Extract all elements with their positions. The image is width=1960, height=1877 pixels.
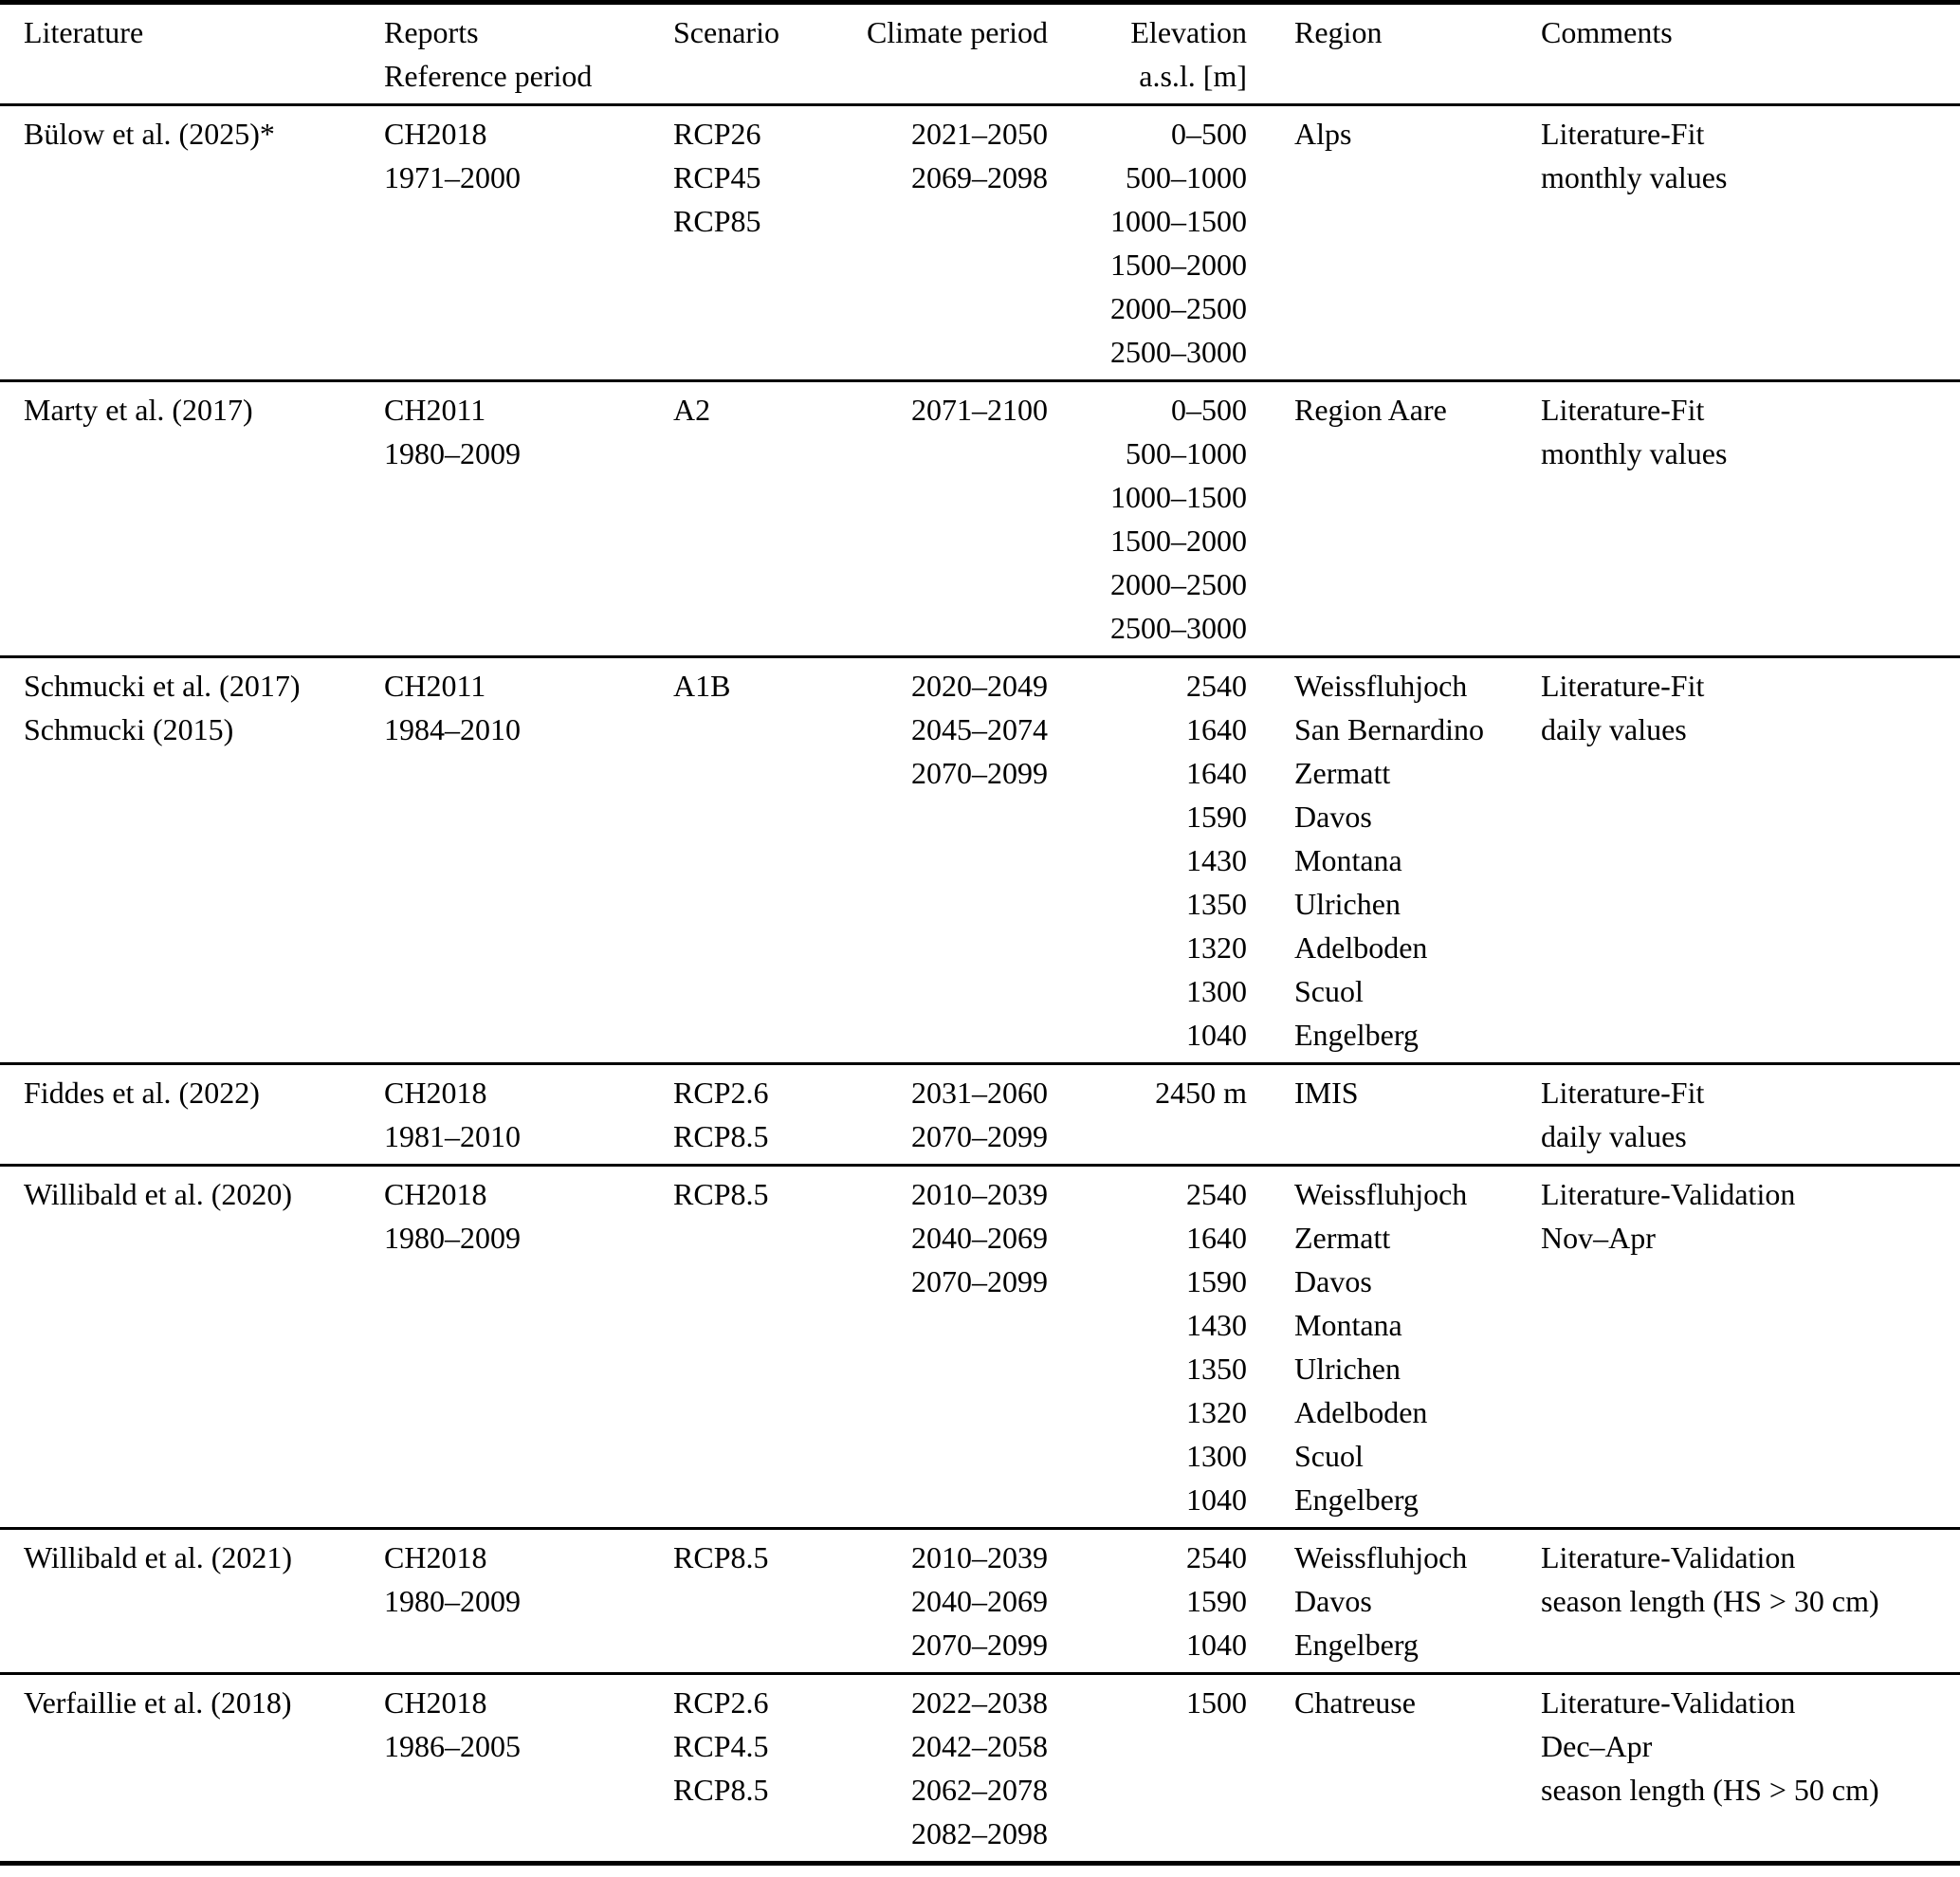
table-row: [0, 1164, 1960, 1527]
comments-line: monthly values: [1541, 160, 1728, 194]
literature-line: Marty et al. (2017): [24, 393, 253, 427]
climate-period-line: 2021–2050: [911, 117, 1048, 151]
comments-line: monthly values: [1541, 436, 1728, 470]
cell-region: [1247, 1681, 1541, 1724]
header-line: Climate period: [866, 15, 1048, 49]
elevation-line: 1640: [1186, 712, 1247, 746]
elevation-line: 2540: [1186, 669, 1247, 703]
cell-reports: [384, 1172, 673, 1260]
header-cell-scenario: [673, 10, 839, 54]
elevation-line: 1640: [1186, 1221, 1247, 1255]
elevation-line: 1320: [1186, 1395, 1247, 1429]
cell-comments: [1541, 664, 1960, 751]
header-cell-climate-period: [839, 10, 1048, 54]
header-cell-elevation: [1048, 10, 1247, 98]
comments-line: Dec–Apr: [1541, 1729, 1653, 1763]
region-line: IMIS: [1294, 1076, 1359, 1110]
header-line: Comments: [1541, 15, 1673, 49]
region-line: Ulrichen: [1294, 887, 1401, 921]
scenario-line: RCP8.5: [673, 1119, 769, 1153]
cell-comments: [1541, 1172, 1960, 1260]
scenario-line: RCP45: [673, 160, 761, 194]
reports-line: CH2011: [384, 669, 486, 703]
cell-reports: [384, 112, 673, 199]
table-row: [0, 379, 1960, 655]
elevation-line: 1590: [1186, 800, 1247, 834]
reports-line: CH2018: [384, 117, 487, 151]
region-line: Montana: [1294, 1308, 1402, 1342]
reports-line: 1980–2009: [384, 1584, 521, 1618]
literature-line: Bülow et al. (2025)*: [24, 117, 275, 151]
comments-line: Literature-Fit: [1541, 669, 1705, 703]
elevation-line: 500–1000: [1126, 160, 1247, 194]
region-line: Engelberg: [1294, 1018, 1419, 1052]
header-line: Region: [1294, 15, 1383, 49]
cell-comments: [1541, 1681, 1960, 1812]
elevation-line: 1040: [1186, 1628, 1247, 1662]
climate-period-line: 2010–2039: [911, 1540, 1048, 1574]
literature-line: Schmucki (2015): [24, 712, 234, 746]
elevation-line: 1300: [1186, 974, 1247, 1008]
elevation-line: 1590: [1186, 1264, 1247, 1298]
cell-reports: [384, 1536, 673, 1623]
cell-elevation: [1048, 1536, 1247, 1666]
region-line: Weissfluhjoch: [1294, 669, 1468, 703]
elevation-line: 1000–1500: [1110, 204, 1247, 238]
comments-line: Nov–Apr: [1541, 1221, 1656, 1255]
table-row: [0, 655, 1960, 1062]
cell-region: [1247, 1172, 1541, 1521]
reports-line: CH2018: [384, 1177, 487, 1211]
cell-reports: [384, 1071, 673, 1158]
elevation-line: 2450 m: [1155, 1076, 1247, 1110]
elevation-line: 1350: [1186, 1352, 1247, 1386]
region-line: Montana: [1294, 843, 1402, 877]
header-cell-reports: [384, 10, 673, 98]
cell-region: [1247, 1536, 1541, 1666]
cell-scenario: [673, 388, 839, 432]
elevation-line: 1640: [1186, 756, 1247, 790]
comments-line: Literature-Validation: [1541, 1540, 1796, 1574]
cell-literature: [24, 1681, 384, 1724]
header-cell-literature: [24, 10, 384, 54]
scenario-line: RCP8.5: [673, 1773, 769, 1807]
scenario-line: RCP8.5: [673, 1540, 769, 1574]
elevation-line: 1500–2000: [1110, 524, 1247, 558]
literature-line: Verfaillie et al. (2018): [24, 1685, 292, 1720]
elevation-line: 500–1000: [1126, 436, 1247, 470]
cell-scenario: [673, 1536, 839, 1579]
region-line: Scuol: [1294, 974, 1364, 1008]
climate-period-line: 2070–2099: [911, 1264, 1048, 1298]
cell-climate-period: [839, 112, 1048, 199]
climate-period-line: 2020–2049: [911, 669, 1048, 703]
climate-period-line: 2069–2098: [911, 160, 1048, 194]
climate-period-line: 2010–2039: [911, 1177, 1048, 1211]
header-cell-region: [1247, 10, 1541, 54]
region-line: Weissfluhjoch: [1294, 1540, 1468, 1574]
region-line: Davos: [1294, 1264, 1372, 1298]
climate-period-line: 2040–2069: [911, 1221, 1048, 1255]
cell-literature: [24, 1071, 384, 1114]
cell-climate-period: [839, 1536, 1048, 1666]
region-line: Region Aare: [1294, 393, 1447, 427]
cell-scenario: [673, 1681, 839, 1812]
elevation-line: 1590: [1186, 1584, 1247, 1618]
header-line: Reference period: [384, 59, 593, 93]
cell-comments: [1541, 388, 1960, 475]
header-line: a.s.l. [m]: [1139, 59, 1247, 93]
reports-line: 1971–2000: [384, 160, 521, 194]
cell-comments: [1541, 1536, 1960, 1623]
elevation-line: 1430: [1186, 1308, 1247, 1342]
reports-line: 1980–2009: [384, 1221, 521, 1255]
table-row: [0, 103, 1960, 379]
comments-line: daily values: [1541, 712, 1687, 746]
cell-elevation: [1048, 1172, 1247, 1521]
header-line: Elevation: [1130, 15, 1247, 49]
cell-climate-period: [839, 664, 1048, 795]
region-line: Adelboden: [1294, 930, 1428, 965]
elevation-line: 1500–2000: [1110, 248, 1247, 282]
comments-line: season length (HS > 50 cm): [1541, 1773, 1879, 1807]
elevation-line: 0–500: [1171, 393, 1247, 427]
cell-scenario: [673, 1172, 839, 1216]
cell-climate-period: [839, 1681, 1048, 1855]
scenario-line: RCP2.6: [673, 1076, 769, 1110]
region-line: Alps: [1294, 117, 1352, 151]
climate-period-line: 2022–2038: [911, 1685, 1048, 1720]
climate-period-line: 2070–2099: [911, 756, 1048, 790]
elevation-line: 2000–2500: [1110, 567, 1247, 601]
table-row: [0, 1527, 1960, 1672]
cell-elevation: [1048, 1071, 1247, 1114]
climate-period-line: 2082–2098: [911, 1816, 1048, 1850]
cell-scenario: [673, 664, 839, 708]
header-line: Literature: [24, 15, 144, 49]
elevation-line: 1300: [1186, 1439, 1247, 1473]
comments-line: Literature-Fit: [1541, 393, 1705, 427]
elevation-line: 1040: [1186, 1018, 1247, 1052]
comments-line: daily values: [1541, 1119, 1687, 1153]
climate-period-line: 2071–2100: [911, 393, 1048, 427]
region-line: Davos: [1294, 800, 1372, 834]
cell-literature: [24, 112, 384, 156]
elevation-line: 2500–3000: [1110, 335, 1247, 369]
cell-reports: [384, 664, 673, 751]
elevation-line: 0–500: [1171, 117, 1247, 151]
elevation-line: 1040: [1186, 1482, 1247, 1517]
elevation-line: 2540: [1186, 1540, 1247, 1574]
table-row: [0, 1062, 1960, 1164]
scenario-line: RCP8.5: [673, 1177, 769, 1211]
cell-literature: [24, 1172, 384, 1216]
region-line: Chatreuse: [1294, 1685, 1416, 1720]
cell-reports: [384, 1681, 673, 1768]
elevation-line: 2500–3000: [1110, 611, 1247, 645]
scenario-line: RCP4.5: [673, 1729, 769, 1763]
reports-line: 1986–2005: [384, 1729, 521, 1763]
cell-reports: [384, 388, 673, 475]
literature-line: Fiddes et al. (2022): [24, 1076, 260, 1110]
scenario-line: RCP26: [673, 117, 761, 151]
cell-region: [1247, 664, 1541, 1057]
header-line: Reports: [384, 15, 479, 49]
climate-period-line: 2070–2099: [911, 1119, 1048, 1153]
comments-line: season length (HS > 30 cm): [1541, 1584, 1879, 1618]
reports-line: 1980–2009: [384, 436, 521, 470]
region-line: Ulrichen: [1294, 1352, 1401, 1386]
cell-literature: [24, 664, 384, 751]
reports-line: 1981–2010: [384, 1119, 521, 1153]
cell-scenario: [673, 1071, 839, 1158]
cell-elevation: [1048, 664, 1247, 1057]
climate-period-line: 2040–2069: [911, 1584, 1048, 1618]
scenario-line: RCP85: [673, 204, 761, 238]
elevation-line: 2000–2500: [1110, 291, 1247, 325]
cell-climate-period: [839, 388, 1048, 432]
cell-climate-period: [839, 1071, 1048, 1158]
region-line: Engelberg: [1294, 1482, 1419, 1517]
cell-elevation: [1048, 388, 1247, 650]
cell-elevation: [1048, 1681, 1247, 1724]
cell-climate-period: [839, 1172, 1048, 1303]
climate-period-line: 2042–2058: [911, 1729, 1048, 1763]
comments-line: Literature-Fit: [1541, 1076, 1705, 1110]
comments-line: Literature-Fit: [1541, 117, 1705, 151]
elevation-line: 1350: [1186, 887, 1247, 921]
cell-region: [1247, 1071, 1541, 1114]
elevation-line: 2540: [1186, 1177, 1247, 1211]
literature-line: Schmucki et al. (2017): [24, 669, 301, 703]
literature-line: Willibald et al. (2021): [24, 1540, 293, 1574]
region-line: Zermatt: [1294, 756, 1391, 790]
literature-line: Willibald et al. (2020): [24, 1177, 293, 1211]
climate-period-line: 2031–2060: [911, 1076, 1048, 1110]
comments-line: Literature-Validation: [1541, 1685, 1796, 1720]
cell-comments: [1541, 1071, 1960, 1158]
region-line: San Bernardino: [1294, 712, 1484, 746]
elevation-line: 1500: [1186, 1685, 1247, 1720]
cell-region: [1247, 388, 1541, 432]
table-row: [0, 1672, 1960, 1861]
scenario-line: A1B: [673, 669, 731, 703]
elevation-line: 1430: [1186, 843, 1247, 877]
region-line: Weissfluhjoch: [1294, 1177, 1468, 1211]
region-line: Adelboden: [1294, 1395, 1428, 1429]
cell-scenario: [673, 112, 839, 243]
region-line: Davos: [1294, 1584, 1372, 1618]
cell-region: [1247, 112, 1541, 156]
scenario-line: RCP2.6: [673, 1685, 769, 1720]
reports-line: CH2018: [384, 1076, 487, 1110]
region-line: Engelberg: [1294, 1628, 1419, 1662]
header-cell-comments: [1541, 10, 1960, 54]
cell-literature: [24, 388, 384, 432]
elevation-line: 1320: [1186, 930, 1247, 965]
climate-period-line: 2062–2078: [911, 1773, 1048, 1807]
reports-line: CH2018: [384, 1685, 487, 1720]
elevation-line: 1000–1500: [1110, 480, 1247, 514]
reports-line: CH2018: [384, 1540, 487, 1574]
cell-literature: [24, 1536, 384, 1579]
reports-line: 1984–2010: [384, 712, 521, 746]
table-header-row: [0, 5, 1960, 103]
header-line: Scenario: [673, 15, 779, 49]
region-line: Zermatt: [1294, 1221, 1391, 1255]
region-line: Scuol: [1294, 1439, 1364, 1473]
cell-comments: [1541, 112, 1960, 199]
comments-line: Literature-Validation: [1541, 1177, 1796, 1211]
climate-period-line: 2070–2099: [911, 1628, 1048, 1662]
scenario-line: A2: [673, 393, 711, 427]
cell-elevation: [1048, 112, 1247, 374]
reports-line: CH2011: [384, 393, 486, 427]
climate-period-line: 2045–2074: [911, 712, 1048, 746]
